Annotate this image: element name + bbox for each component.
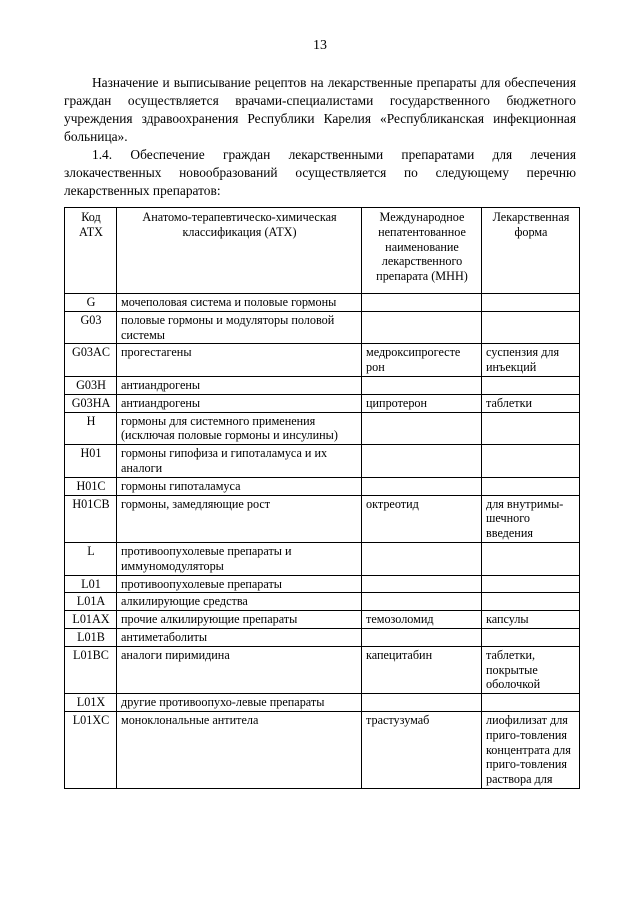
table-body bbox=[65, 294, 580, 789]
atc-code-cell: G bbox=[65, 294, 117, 312]
header-atc-code: Код АТХ bbox=[65, 208, 117, 294]
dosage-form-cell bbox=[482, 593, 580, 611]
classification-cell: алкилирующие средства bbox=[117, 593, 362, 611]
page-number: 13 bbox=[313, 38, 327, 53]
inn-cell bbox=[362, 542, 482, 575]
table-row bbox=[65, 611, 580, 629]
table-row bbox=[65, 711, 580, 788]
dosage-form-cell bbox=[482, 477, 580, 495]
table-row bbox=[65, 412, 580, 445]
atc-code-cell: H01CB bbox=[65, 495, 117, 542]
inn-cell bbox=[362, 311, 482, 344]
inn-cell: октреотид bbox=[362, 495, 482, 542]
dosage-form-cell bbox=[482, 294, 580, 312]
atc-code-cell: L01B bbox=[65, 628, 117, 646]
dosage-form-cell: таблетки bbox=[482, 394, 580, 412]
inn-cell: трастузумаб bbox=[362, 711, 482, 788]
table-row bbox=[65, 694, 580, 712]
atc-code-cell: G03AC bbox=[65, 344, 117, 377]
atc-code-cell: H01C bbox=[65, 477, 117, 495]
atc-code-cell: G03H bbox=[65, 376, 117, 394]
dosage-form-cell: лиофилизат для приго-товления концентрата для приго-товления раствора для bbox=[482, 711, 580, 788]
table-row bbox=[65, 294, 580, 312]
inn-cell bbox=[362, 628, 482, 646]
table-row bbox=[65, 311, 580, 344]
inn-cell bbox=[362, 694, 482, 712]
dosage-form-cell: для внутримы-шечного введения bbox=[482, 495, 580, 542]
dosage-form-cell bbox=[482, 628, 580, 646]
table-row bbox=[65, 646, 580, 693]
table-row bbox=[65, 394, 580, 412]
classification-cell: антиметаболиты bbox=[117, 628, 362, 646]
classification-cell: мочеполовая система и половые гормоны bbox=[117, 294, 362, 312]
classification-cell: антиандрогены bbox=[117, 394, 362, 412]
atc-code-cell: H01 bbox=[65, 445, 117, 478]
inn-cell bbox=[362, 593, 482, 611]
table-row bbox=[65, 628, 580, 646]
classification-cell: гормоны, замедляющие рост bbox=[117, 495, 362, 542]
table-row bbox=[65, 477, 580, 495]
table-row bbox=[65, 575, 580, 593]
dosage-form-cell bbox=[482, 445, 580, 478]
classification-cell: моноклональные антитела bbox=[117, 711, 362, 788]
dosage-form-cell bbox=[482, 575, 580, 593]
table-row bbox=[65, 542, 580, 575]
dosage-form-cell bbox=[482, 694, 580, 712]
paragraph-prescription: Назначение и выписывание рецептов на лекарственные препараты для обеспечения граждан осуществляется врачами-специалистами государственного бюджетного учреждения здравоохранения Республики Карелия «Республиканская инфекционная больница». bbox=[64, 75, 576, 144]
classification-cell: противоопухолевые препараты bbox=[117, 575, 362, 593]
table-row bbox=[65, 445, 580, 478]
atc-code-cell: L01A bbox=[65, 593, 117, 611]
classification-cell: гормоны для системного применения (исключая половые гормоны и инсулины) bbox=[117, 412, 362, 445]
atc-code-cell: G03 bbox=[65, 311, 117, 344]
inn-cell: медроксипрогесте рон bbox=[362, 344, 482, 377]
classification-cell: прогестагены bbox=[117, 344, 362, 377]
header-inn: Международное непатентованное наименование лекарственного препарата (МНН) bbox=[362, 208, 482, 294]
classification-cell: гормоны гипофиза и гипоталамуса и их аналоги bbox=[117, 445, 362, 478]
atc-code-cell: L bbox=[65, 542, 117, 575]
classification-cell: аналоги пиримидина bbox=[117, 646, 362, 693]
dosage-form-cell bbox=[482, 376, 580, 394]
classification-cell: половые гормоны и модуляторы половой системы bbox=[117, 311, 362, 344]
inn-cell: капецитабин bbox=[362, 646, 482, 693]
inn-cell bbox=[362, 477, 482, 495]
atc-code-cell: L01AX bbox=[65, 611, 117, 629]
atc-drug-table bbox=[64, 207, 580, 789]
dosage-form-cell: суспензия для инъекций bbox=[482, 344, 580, 377]
classification-cell: прочие алкилирующие препараты bbox=[117, 611, 362, 629]
inn-cell bbox=[362, 294, 482, 312]
classification-cell: противоопухолевые препараты и иммуномодуляторы bbox=[117, 542, 362, 575]
classification-cell: другие противоопухо-левые препараты bbox=[117, 694, 362, 712]
atc-code-cell: L01BC bbox=[65, 646, 117, 693]
table-row bbox=[65, 344, 580, 377]
header-atc-classification: Анатомо-терапевтическо-химическая классификация (АТХ) bbox=[117, 208, 362, 294]
table-row bbox=[65, 376, 580, 394]
inn-cell: темозоломид bbox=[362, 611, 482, 629]
table-row bbox=[65, 495, 580, 542]
inn-cell bbox=[362, 445, 482, 478]
dosage-form-cell bbox=[482, 412, 580, 445]
atc-code-cell: L01X bbox=[65, 694, 117, 712]
atc-code-cell: L01XC bbox=[65, 711, 117, 788]
dosage-form-cell: таблетки, покрытые оболочкой bbox=[482, 646, 580, 693]
atc-code-cell: L01 bbox=[65, 575, 117, 593]
inn-cell bbox=[362, 412, 482, 445]
atc-code-cell: H bbox=[65, 412, 117, 445]
table-header-row bbox=[65, 208, 580, 294]
inn-cell bbox=[362, 376, 482, 394]
inn-cell: ципротерон bbox=[362, 394, 482, 412]
header-dosage-form: Лекарственная форма bbox=[482, 208, 580, 294]
dosage-form-cell: капсулы bbox=[482, 611, 580, 629]
atc-code-cell: G03HA bbox=[65, 394, 117, 412]
inn-cell bbox=[362, 575, 482, 593]
classification-cell: антиандрогены bbox=[117, 376, 362, 394]
paragraph-oncology-supply: 1.4. Обеспечение граждан лекарственными препаратами для лечения злокачественных новообразований осуществляется по следующему перечню лекарственных препаратов: bbox=[64, 147, 576, 198]
classification-cell: гормоны гипоталамуса bbox=[117, 477, 362, 495]
table-row bbox=[65, 593, 580, 611]
dosage-form-cell bbox=[482, 311, 580, 344]
dosage-form-cell bbox=[482, 542, 580, 575]
